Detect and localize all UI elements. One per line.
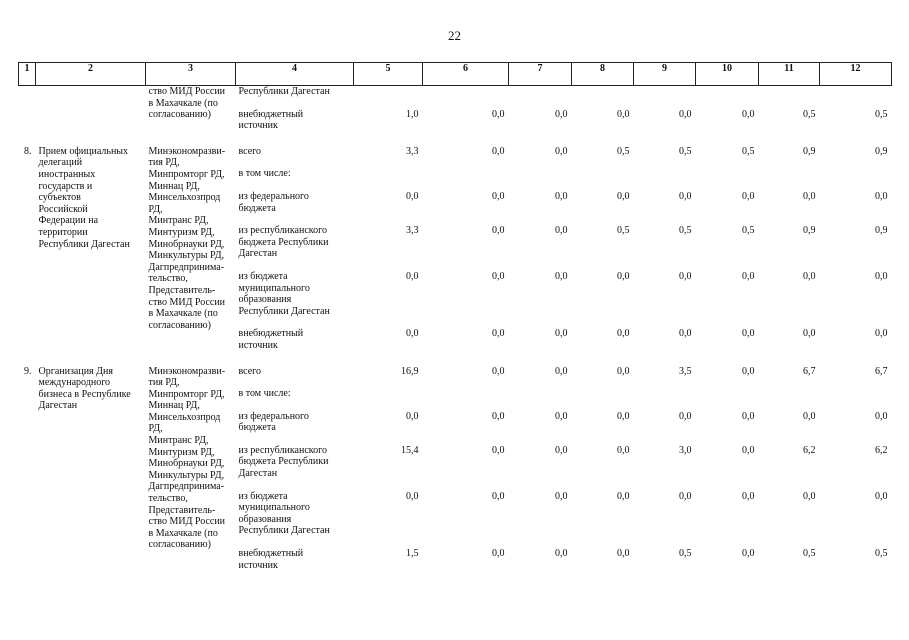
value-cell: 0,0 [803,270,816,282]
value-cell: 0,0 [492,490,505,502]
value-cell: 0,0 [555,444,568,456]
value-cell: 0,0 [679,190,692,202]
value-cell: 0,0 [492,270,505,282]
responsible-orgs-line: Дагпредпринима- [148,481,225,493]
responsible-orgs-line: Миннац РД, [148,400,200,412]
funding-source [236,271,354,317]
value-cell: 0,0 [492,225,505,237]
funding-source-line: источник [238,559,278,571]
value-cell: 0,0 [555,190,568,202]
column-header: 3 [146,63,236,86]
value-cell: 0,0 [742,410,755,422]
value-cell: 0,5 [875,548,888,560]
value-cell: 0,0 [742,444,755,456]
funding-source-line: образования [238,294,292,306]
value-cell: 0,5 [679,548,692,560]
value-cell: 0,9 [803,145,816,157]
value-cell: 0,5 [617,145,630,157]
value-cell: 0,5 [875,108,888,120]
value-cell: 0,0 [617,108,630,120]
responsible-orgs [146,86,236,132]
page-number: 22 [448,28,461,43]
event-name-line: Прием официальных [38,145,129,157]
responsible-orgs-line: Минтуризм РД, [148,446,215,458]
value-cell [634,168,696,180]
row-number: 8. [24,145,32,157]
value-cell: 0,0 [492,328,505,340]
event-name-line: субъектов [38,192,81,204]
value-cell: 0,0 [492,145,505,157]
gap-cell [236,214,892,225]
responsible-orgs-line: Минсельхозпрод [148,411,221,423]
value-cell: 0,0 [742,548,755,560]
value-cell: 0,0 [617,270,630,282]
value-cell: 0,5 [679,225,692,237]
value-cell [820,86,892,98]
column-header: 7 [509,63,572,86]
responsible-orgs-line: ство МИД России [148,516,226,528]
value-cell: 0,0 [617,365,630,377]
funding-source-line: из федерального [238,190,309,202]
responsible-orgs-line: тельство, [148,273,188,285]
responsible-orgs-line: тия РД, [148,157,180,169]
funding-source [236,168,354,180]
budget-table [18,62,892,571]
responsible-orgs-line: Минпромторг РД, [148,388,225,400]
funding-source-line: из бюджета [238,490,288,502]
value-cell [354,86,423,98]
value-cell: 0,5 [803,548,816,560]
funding-source [236,491,354,537]
value-cell: 0,9 [875,225,888,237]
value-cell [696,168,759,180]
value-cell [634,388,696,400]
responsible-orgs-line: РД, [148,203,163,215]
value-cell: 0,0 [492,444,505,456]
value-cell: 3,5 [679,365,692,377]
funding-source [236,328,354,351]
funding-source-line: Дагестан [238,468,278,480]
value-cell: 0,0 [555,108,568,120]
value-cell: 0,0 [679,108,692,120]
responsible-orgs-line: Минобрнауки РД, [148,238,225,250]
funding-source [236,225,354,260]
event-name-line: государств и [38,180,93,192]
value-cell: 6,2 [875,444,888,456]
group-spacer [19,352,892,366]
value-cell: 0,0 [803,410,816,422]
column-header: 10 [696,63,759,86]
value-cell: 0,0 [742,328,755,340]
funding-source-line: в том числе: [238,168,291,180]
gap-cell [236,260,892,271]
responsible-orgs-line: в Махачкале (по [148,527,218,539]
value-cell: 0,0 [679,490,692,502]
funding-source [236,191,354,214]
value-cell: 0,0 [492,108,505,120]
value-cell [634,86,696,98]
responsible-orgs-line: Минэкономразви- [148,145,226,157]
value-cell [354,388,423,400]
event-name-line: Дагестан [38,400,78,412]
responsible-orgs-line: Минсельхозпрод [148,192,221,204]
event-name [36,366,146,572]
value-cell: 0,0 [555,490,568,502]
value-cell: 0,0 [555,365,568,377]
event-name-line: международного [38,377,111,389]
row-number: 9. [24,365,32,377]
spacer-cell [19,352,892,366]
funding-source-line: из бюджета [238,270,288,282]
value-cell: 6,7 [875,365,888,377]
value-cell: 16,9 [401,365,419,377]
event-name-line: территории [38,226,88,238]
value-cell: 0,0 [617,548,630,560]
table-row [19,86,892,98]
value-cell: 3,0 [679,444,692,456]
event-name-line: делегаций [38,157,83,169]
value-cell: 0,5 [617,225,630,237]
value-cell: 0,0 [679,328,692,340]
responsible-orgs-line: в Махачкале (по [148,97,218,109]
value-cell: 0,0 [679,410,692,422]
value-cell: 0,0 [617,190,630,202]
value-cell: 0,0 [875,190,888,202]
value-cell: 0,5 [803,108,816,120]
funding-source-line: внебюджетный [238,548,304,560]
responsible-orgs-line: Представитель- [148,504,216,516]
value-cell: 0,0 [803,490,816,502]
value-cell [423,168,509,180]
funding-source-line: из федерального [238,410,309,422]
value-cell: 0,0 [492,410,505,422]
gap-cell [236,480,892,491]
value-cell [820,388,892,400]
value-cell: 0,0 [555,410,568,422]
value-cell: 0,0 [617,410,630,422]
value-cell [354,168,423,180]
value-cell [509,86,572,98]
responsible-orgs-line: Дагпредпринима- [148,261,225,273]
responsible-orgs-line: РД, [148,423,163,435]
value-cell: 0,0 [742,365,755,377]
gap-cell [236,317,892,328]
value-cell [572,388,634,400]
value-cell: 0,0 [555,548,568,560]
funding-source-line: Дагестан [238,248,278,260]
value-cell [423,86,509,98]
value-cell: 0,5 [742,225,755,237]
funding-source-line: источник [238,120,278,132]
gap-cell [236,434,892,445]
responsible-orgs-line: Минкультуры РД, [148,250,225,262]
value-cell: 0,0 [875,410,888,422]
value-cell [759,388,820,400]
responsible-orgs-line: Минтуризм РД, [148,226,215,238]
responsible-orgs-line: согласованию) [148,319,211,331]
value-cell: 0,0 [803,328,816,340]
responsible-orgs-line: Минтранс РД, [148,215,209,227]
value-cell: 0,0 [875,328,888,340]
funding-source-line: Республики Дагестан [238,525,330,537]
funding-source-line: бюджета [238,202,276,214]
funding-source-line: источник [238,339,278,351]
value-cell [509,168,572,180]
gap-cell [236,98,892,109]
value-cell: 0,5 [679,145,692,157]
gap-cell [236,537,892,548]
funding-source-line: бюджета [238,422,276,434]
funding-source-line: всего [238,365,262,377]
value-cell: 0,0 [617,490,630,502]
funding-source [236,445,354,480]
funding-source [236,366,354,378]
funding-source-line: образования [238,513,292,525]
value-cell: 0,0 [406,270,419,282]
responsible-orgs-line: Минкультуры РД, [148,469,225,481]
value-cell: 6,2 [803,444,816,456]
responsible-orgs [146,146,236,352]
value-cell: 0,0 [555,145,568,157]
funding-source [236,86,354,98]
event-name-line: Республики Дагестан [38,238,130,250]
event-name-line: Организация Дня [38,365,113,377]
event-name-line: Федерации на [38,215,99,227]
value-cell [572,86,634,98]
funding-source [236,109,354,132]
funding-source [236,411,354,434]
value-cell: 0,0 [555,225,568,237]
funding-source-line: в том числе: [238,388,291,400]
responsible-orgs [146,366,236,572]
value-cell [572,168,634,180]
responsible-orgs-line: Минэкономразви- [148,365,226,377]
value-cell: 0,0 [492,548,505,560]
column-header: 12 [820,63,892,86]
value-cell: 0,0 [875,270,888,282]
event-name [36,146,146,352]
value-cell: 15,4 [401,444,419,456]
funding-source-line: Республики Дагестан [238,305,330,317]
responsible-orgs-line: тельство, [148,493,188,505]
column-header: 9 [634,63,696,86]
column-header: 11 [759,63,820,86]
value-cell: 3,3 [406,225,419,237]
responsible-orgs-line: в Махачкале (по [148,308,218,320]
column-header: 1 [19,63,36,86]
value-cell: 0,0 [617,328,630,340]
spacer-cell [19,132,892,146]
gap-cell [236,180,892,191]
funding-source-line: бюджета Республики [238,236,329,248]
funding-source-line: бюджета Республики [238,456,329,468]
responsible-orgs-line: Минпромторг РД, [148,168,225,180]
event-name-line: бизнеса в Республике [38,388,131,400]
value-cell [423,388,509,400]
value-cell [820,168,892,180]
funding-source [236,146,354,158]
funding-source-line: из республиканского [238,444,327,456]
event-name-line: иностранных [38,168,96,180]
responsible-orgs-line: Минобрнауки РД, [148,458,225,470]
value-cell: 0,0 [742,270,755,282]
table-row [19,366,892,378]
value-cell: 0,0 [803,190,816,202]
value-cell [759,168,820,180]
value-cell [759,86,820,98]
value-cell: 0,0 [492,365,505,377]
column-header: 2 [36,63,146,86]
value-cell: 0,0 [555,328,568,340]
funding-source-line: из республиканского [238,225,327,237]
column-header: 6 [423,63,509,86]
funding-source-line: внебюджетный [238,328,304,340]
responsible-orgs-line: тия РД, [148,377,180,389]
funding-source [236,548,354,571]
responsible-orgs-line: ство МИД России [148,86,226,97]
value-cell: 0,0 [742,490,755,502]
gap-cell [236,377,892,388]
value-cell: 0,0 [742,190,755,202]
value-cell: 0,0 [406,328,419,340]
column-header: 8 [572,63,634,86]
responsible-orgs-line: Представитель- [148,284,216,296]
value-cell [696,388,759,400]
value-cell: 0,0 [875,490,888,502]
gap-cell [236,400,892,411]
funding-source-line: Республики Дагестан [238,86,330,97]
responsible-orgs-line: согласованию) [148,539,211,551]
funding-source-line: всего [238,145,262,157]
value-cell: 0,5 [742,145,755,157]
value-cell: 0,9 [803,225,816,237]
column-header: 4 [236,63,354,86]
group-spacer [19,132,892,146]
funding-source-line: муниципального [238,502,310,514]
row-number-empty [19,86,36,132]
value-cell: 0,0 [406,410,419,422]
value-cell: 1,5 [406,548,419,560]
value-cell: 0,0 [406,190,419,202]
value-cell: 3,3 [406,145,419,157]
gap-cell [236,157,892,168]
responsible-orgs-line: Миннац РД, [148,180,200,192]
table-body [19,63,892,572]
event-name-line: Российской [38,203,88,215]
responsible-orgs-line: согласованию) [148,109,211,121]
funding-source-line: муниципального [238,282,310,294]
responsible-orgs-line: Минтранс РД, [148,435,209,447]
funding-source-line: внебюджетный [238,108,304,120]
column-header: 5 [354,63,423,86]
funding-source [236,388,354,400]
value-cell [696,86,759,98]
value-cell: 1,0 [406,108,419,120]
event-empty [36,86,146,132]
value-cell: 0,0 [492,190,505,202]
value-cell: 0,0 [406,490,419,502]
table-row [19,146,892,158]
header-row [19,63,892,86]
value-cell: 6,7 [803,365,816,377]
value-cell: 0,0 [555,270,568,282]
value-cell: 0,0 [679,270,692,282]
value-cell: 0,0 [617,444,630,456]
value-cell [509,388,572,400]
value-cell: 0,0 [742,108,755,120]
value-cell: 0,9 [875,145,888,157]
responsible-orgs-line: ство МИД России [148,296,226,308]
